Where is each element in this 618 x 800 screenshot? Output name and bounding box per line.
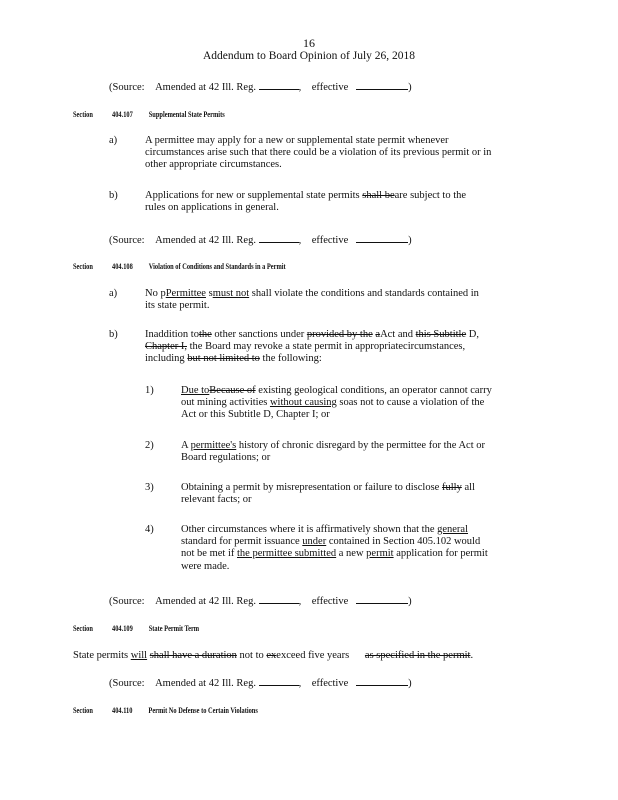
paragraph: A permittee may apply for a new or supplemental state permit whenever circumstances arise such that there could be a violation of its previous permit or in other appropriate circumstances.: [145, 135, 492, 171]
item-label: 3): [145, 482, 154, 493]
subsection-label: a): [109, 288, 118, 299]
source-note: (Source: Amended at 42 Ill. Reg. , effective ): [109, 235, 412, 246]
page-header: Addendum to Board Opinion of July 26, 2018: [202, 50, 416, 62]
section-heading: Section 404.107 Supplemental State Permits: [73, 110, 225, 119]
section-heading: Section 404.110 Permit No Defense to Certain Violations: [73, 706, 258, 715]
paragraph: No pPermittee smust not shall violate the conditions and standards contained in its state permit.: [145, 288, 479, 312]
subsection-label: b): [109, 329, 118, 340]
list-item: A permittee's history of chronic disregard by the permittee for the Act or Board regulations; or: [181, 440, 485, 464]
section-heading: Section 404.109 State Permit Term: [73, 624, 200, 633]
paragraph: Inaddition tothe other sanctions under provided by the aAct and this Subtitle D, Chapter I, the Board may revoke a state permit in appropriatecircumstances, including but not limited to the following:: [145, 329, 479, 365]
item-label: 4): [145, 524, 154, 535]
subsection-label: a): [109, 135, 118, 146]
section-heading: Section 404.108 Violation of Conditions and Standards in a Permit: [73, 262, 286, 271]
list-item: Due toBecause of existing geological conditions, an operator cannot carry out mining activities without causing soas not to cause a violation of the Act or this Subtitle D, Chapter I; or: [181, 385, 492, 421]
paragraph: Applications for new or supplemental state permits shall beare subject to the rules on applications in general.: [145, 190, 467, 214]
paragraph: State permits will shall have a duration not to exexceed five years as specified in the permit.: [73, 650, 474, 661]
item-label: 1): [145, 385, 154, 396]
source-note: (Source: Amended at 42 Ill. Reg. , effective ): [109, 82, 412, 93]
list-item: Obtaining a permit by misrepresentation or failure to disclose fully all relevant facts; or: [181, 482, 475, 506]
list-item: Other circumstances where it is affirmatively shown that the general standard for permit issuance under contained in Section 405.102 would not be met if the permittee submitted a new permit application for permit were made.: [181, 524, 488, 572]
source-note: (Source: Amended at 42 Ill. Reg. , effective ): [109, 678, 412, 689]
page-number: 16: [303, 36, 315, 50]
item-label: 2): [145, 440, 154, 451]
source-note: (Source: Amended at 42 Ill. Reg. , effective ): [109, 596, 412, 607]
subsection-label: b): [109, 190, 118, 201]
